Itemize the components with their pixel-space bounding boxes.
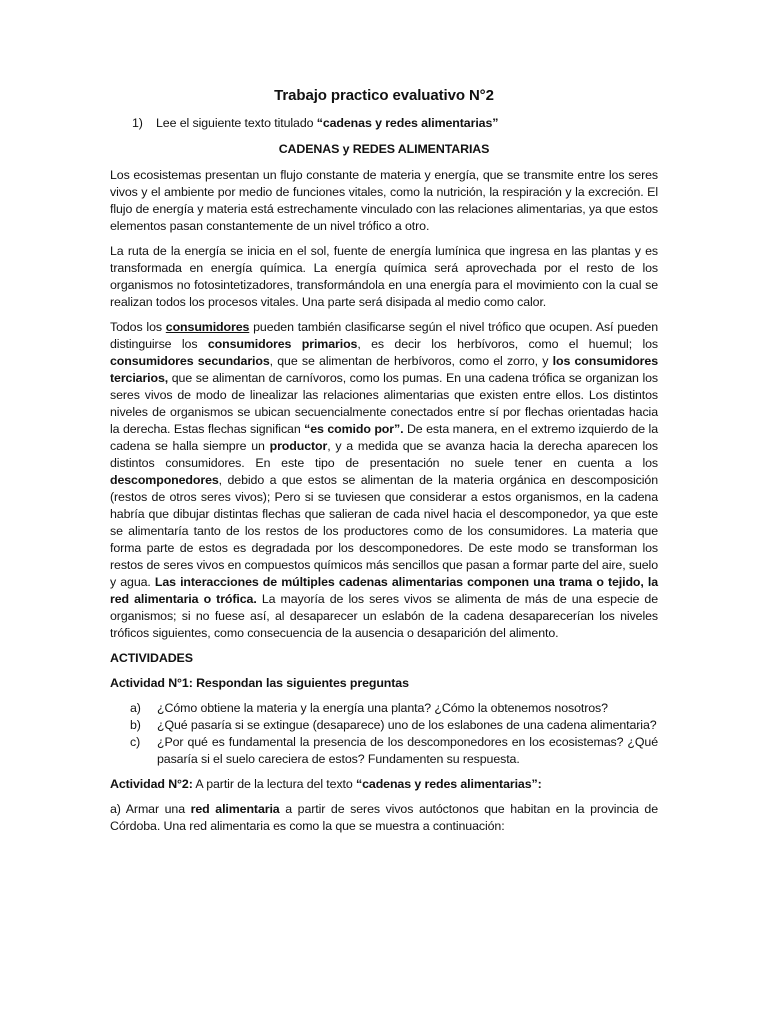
term-consumidores-terciarios: los consumidores terciarios, [110, 354, 658, 385]
question-c [110, 734, 658, 768]
text-run: , debido a que estos se alimentan de la materia orgánica en descomposición (restos de otros seres vivos); Pero si se tuviesen que considerar a estos organismos, en la cadena habría que dibujar distintas flechas que salieran de cada nivel hacia el descomponedor, ya que este se alimentaría tanto de los restos de los productores como de los consumidores. La materia que forma parte de estos es degradada por los descomponedores. De este modo se transforman los restos de seres vivos en compuestos químicos más sencillos que pasan a formar parte del aire, suelo y agua. [110, 473, 658, 589]
activity-1-questions [110, 700, 658, 768]
term-es-comido-por: “es comido por”. [304, 422, 404, 436]
text-run: De esta manera, en el extremo izquierdo de la cadena se halla siempre un [110, 422, 659, 453]
activity-2-quote: “cadenas y redes alimentarias”: [356, 777, 542, 791]
section-subtitle: CADENAS y REDES ALIMENTARIAS [278, 142, 490, 156]
term-consumidores-secundarios: consumidores secundarios [110, 354, 270, 368]
instruction-number: 1) [132, 116, 143, 130]
text-run: que se alimentan de carnívoros, como los pumas. En una cadena trófica se organizan los seres vivos de modo de linealizar las relaciones alimentarias que existen entre ellos. Los distintos niveles de organismos se ubican secuencialmente conectados entre sí por flechas orientadas hacia la derecha. Estas flechas significan [110, 371, 658, 436]
text-run: , y a medida que se avanza hacia la derecha aparecen los distintos consumidores. En este tipo de presentación no suele tener en cuenta a los [110, 439, 659, 470]
paragraph-1: Los ecosistemas presentan un flujo constante de materia y energía, que se transmite entre los seres vivos y el ambiente por medio de funciones vitales, como la nutrición, la respiración y la excreción. El flujo de energía y materia está estrechamente vinculado con las relaciones alimentarias, ya que estos elementos pasan constantemente de un nivel trófico a otro. [110, 168, 658, 233]
instruction-1 [132, 115, 658, 132]
question-a [110, 700, 658, 717]
question-text: ¿Qué pasaría si se extingue (desaparece) uno de los eslabones de una cadena alimentaria? [157, 718, 657, 732]
instruction-quote: “cadenas y redes alimentarias” [316, 116, 499, 130]
term-productor: productor [269, 439, 328, 453]
document-title: Trabajo practico evaluativo N°2 [274, 87, 494, 104]
text-run: A partir de la lectura del texto [192, 777, 357, 791]
activity-1-heading: Actividad N°1: Respondan las siguientes preguntas [110, 676, 409, 690]
activity-2-intro [110, 776, 658, 793]
question-b [110, 717, 658, 734]
term-red-alimentaria-definition: Las interacciones de múltiples cadenas alimentarias componen una trama o tejido, la red alimentaria o trófica. [110, 575, 658, 606]
question-marker: a) [130, 701, 141, 715]
term-consumidores: consumidores [165, 320, 250, 334]
text-run: a partir de seres vivos autóctonos que habitan en la provincia de Córdoba. Una red alimentaria es como la que se muestra a continuación: [110, 802, 659, 833]
text-run: Todos los [110, 320, 166, 334]
paragraph-2: La ruta de la energía se inicia en el sol, fuente de energía lumínica que ingresa en las plantas y es transformada en energía química. La energía química será aprovechada por el resto de los organismos no fotosintetizadores, transformándola en una energía para el movimiento con la cual se realizan todos los procesos vitales. Una parte será disipada al medio como calor. [110, 244, 658, 309]
question-text: ¿Cómo obtiene la materia y la energía una planta? ¿Cómo la obtenemos nosotros? [157, 701, 608, 715]
document-page [110, 86, 658, 843]
activities-heading: ACTIVIDADES [110, 651, 193, 665]
question-marker: c) [130, 735, 141, 749]
text-run: pueden también clasificarse según el nivel trófico que ocupen. Así pueden distinguirse los [110, 320, 658, 351]
term-descomponedores: descomponedores [110, 473, 219, 487]
activity-2a [110, 801, 658, 835]
activity-2-heading: Actividad N°2: [110, 777, 193, 791]
question-text: ¿Por qué es fundamental la presencia de los descomponedores en los ecosistemas? ¿Qué pasaría si el suelo careciera de estos? Fundamenten su respuesta. [157, 735, 658, 766]
paragraph-3 [110, 319, 658, 642]
term-consumidores-primarios: consumidores primarios [207, 337, 358, 351]
text-run: La mayoría de los seres vivos se alimenta de más de una especie de organismos; si no fuese así, al desaparecer un eslabón de la cadena desaparecerían los niveles tróficos siguientes, como consecuencia de la ausencia o desaparición del alimento. [110, 592, 658, 640]
question-marker: b) [130, 718, 141, 732]
text-run: a) Armar una [110, 802, 191, 816]
text-run: , que se alimentan de herbívoros, como el zorro, y [269, 354, 553, 368]
text-run: , es decir los herbívoros, como el huemul; los [357, 337, 658, 351]
term-red-alimentaria: red alimentaria [190, 802, 280, 816]
instruction-text: Lee el siguiente texto titulado [156, 116, 317, 130]
